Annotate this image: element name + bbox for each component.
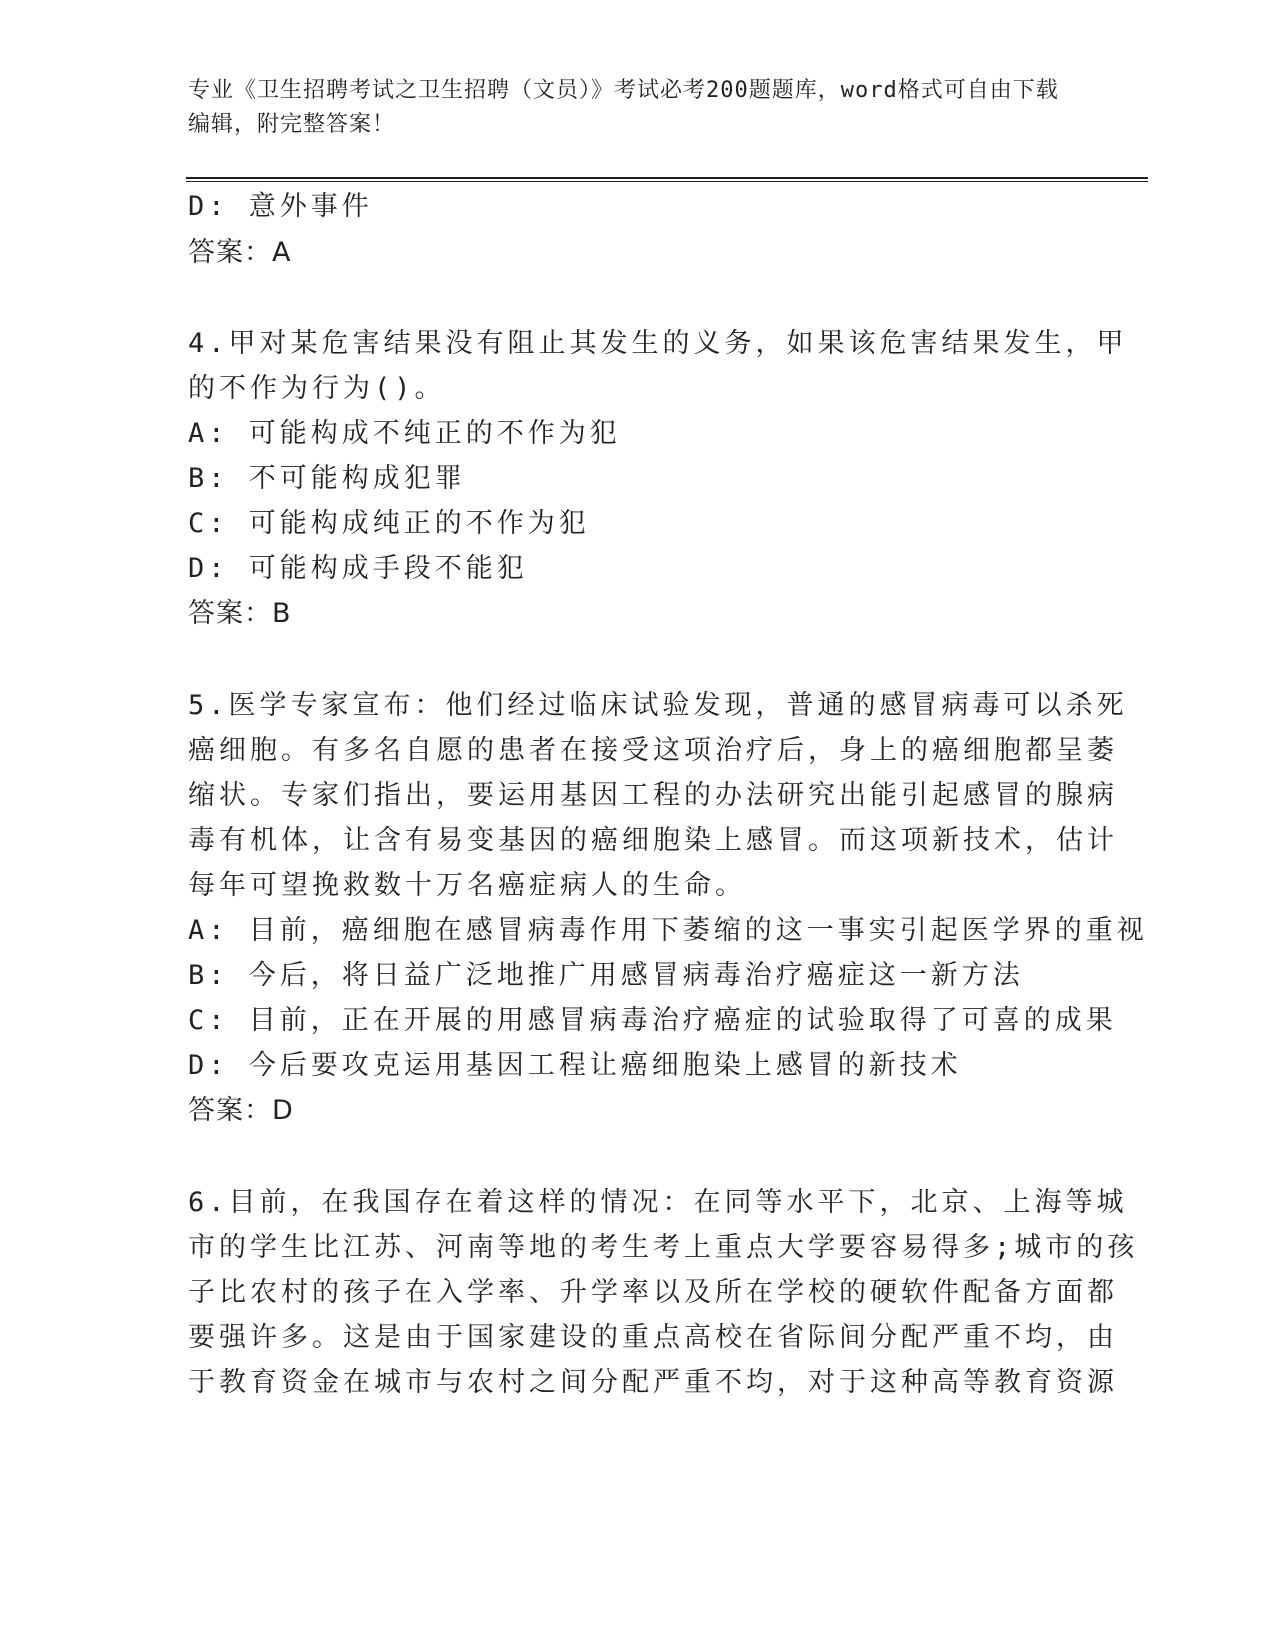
q5-option-d: D: 今后要攻克运用基因工程让癌细胞染上感冒的新技术 <box>188 1050 962 1081</box>
q4-option-b: B: 不可能构成犯罪 <box>188 463 466 494</box>
q4-option-a: A: 可能构成不纯正的不作为犯 <box>188 418 621 449</box>
q5-answer: 答案：D <box>188 1095 294 1126</box>
q4-stem-line2: 的不作为行为()。 <box>188 373 446 404</box>
q6-stem-line1: 6.目前，在我国存在着这样的情况：在同等水平下，北京、上海等城 <box>188 1187 1128 1218</box>
q3-option-d: D: 意外事件 <box>188 191 373 222</box>
header-divider <box>186 177 1148 179</box>
q3-answer: 答案：A <box>188 237 292 268</box>
q5-option-c: C: 目前，正在开展的用感冒病毒治疗癌症的试验取得了可喜的成果 <box>188 1005 1117 1036</box>
q4-answer: 答案：B <box>188 598 292 629</box>
q6-stem-line5: 于教育资金在城市与农村之间分配严重不均，对于这种高等教育资源 <box>188 1367 1118 1398</box>
q5-stem-line2: 癌细胞。有多名自愿的患者在接受这项治疗后，身上的癌细胞都呈萎 <box>188 735 1118 766</box>
header-divider-thin <box>186 181 1148 182</box>
q5-stem-line3: 缩状。专家们指出，要运用基因工程的办法研究出能引起感冒的腺病 <box>188 780 1118 811</box>
q4-option-d: D: 可能构成手段不能犯 <box>188 553 528 584</box>
q4-option-c: C: 可能构成纯正的不作为犯 <box>188 508 590 539</box>
q6-stem-line3: 子比农村的孩子在入学率、升学率以及所在学校的硬软件配备方面都 <box>188 1277 1118 1308</box>
document-header: 专业《卫生招聘考试之卫生招聘（文员）》考试必考200题题库，word格式可自由下载编辑，附完整答案！ <box>188 78 1059 137</box>
q5-stem-line5: 每年可望挽救数十万名癌症病人的生命。 <box>188 870 746 901</box>
q5-stem-line1: 5.医学专家宣布：他们经过临床试验发现，普通的感冒病毒可以杀死 <box>188 690 1128 721</box>
q6-stem-line2: 市的学生比江苏、河南等地的考生考上重点大学要容易得多;城市的孩 <box>188 1232 1139 1263</box>
q4-stem-line1: 4.甲对某危害结果没有阻止其发生的义务，如果该危害结果发生，甲 <box>188 328 1128 359</box>
q5-stem-line4: 毒有机体，让含有易变基因的癌细胞染上感冒。而这项新技术，估计 <box>188 825 1118 856</box>
q6-stem-line4: 要强许多。这是由于国家建设的重点高校在省际间分配严重不均，由 <box>188 1322 1118 1353</box>
q5-option-b: B: 今后，将日益广泛地推广用感冒病毒治疗癌症这一新方法 <box>188 960 1024 991</box>
q5-option-a: A: 目前，癌细胞在感冒病毒作用下萎缩的这一事实引起医学界的重视 <box>188 915 1148 946</box>
